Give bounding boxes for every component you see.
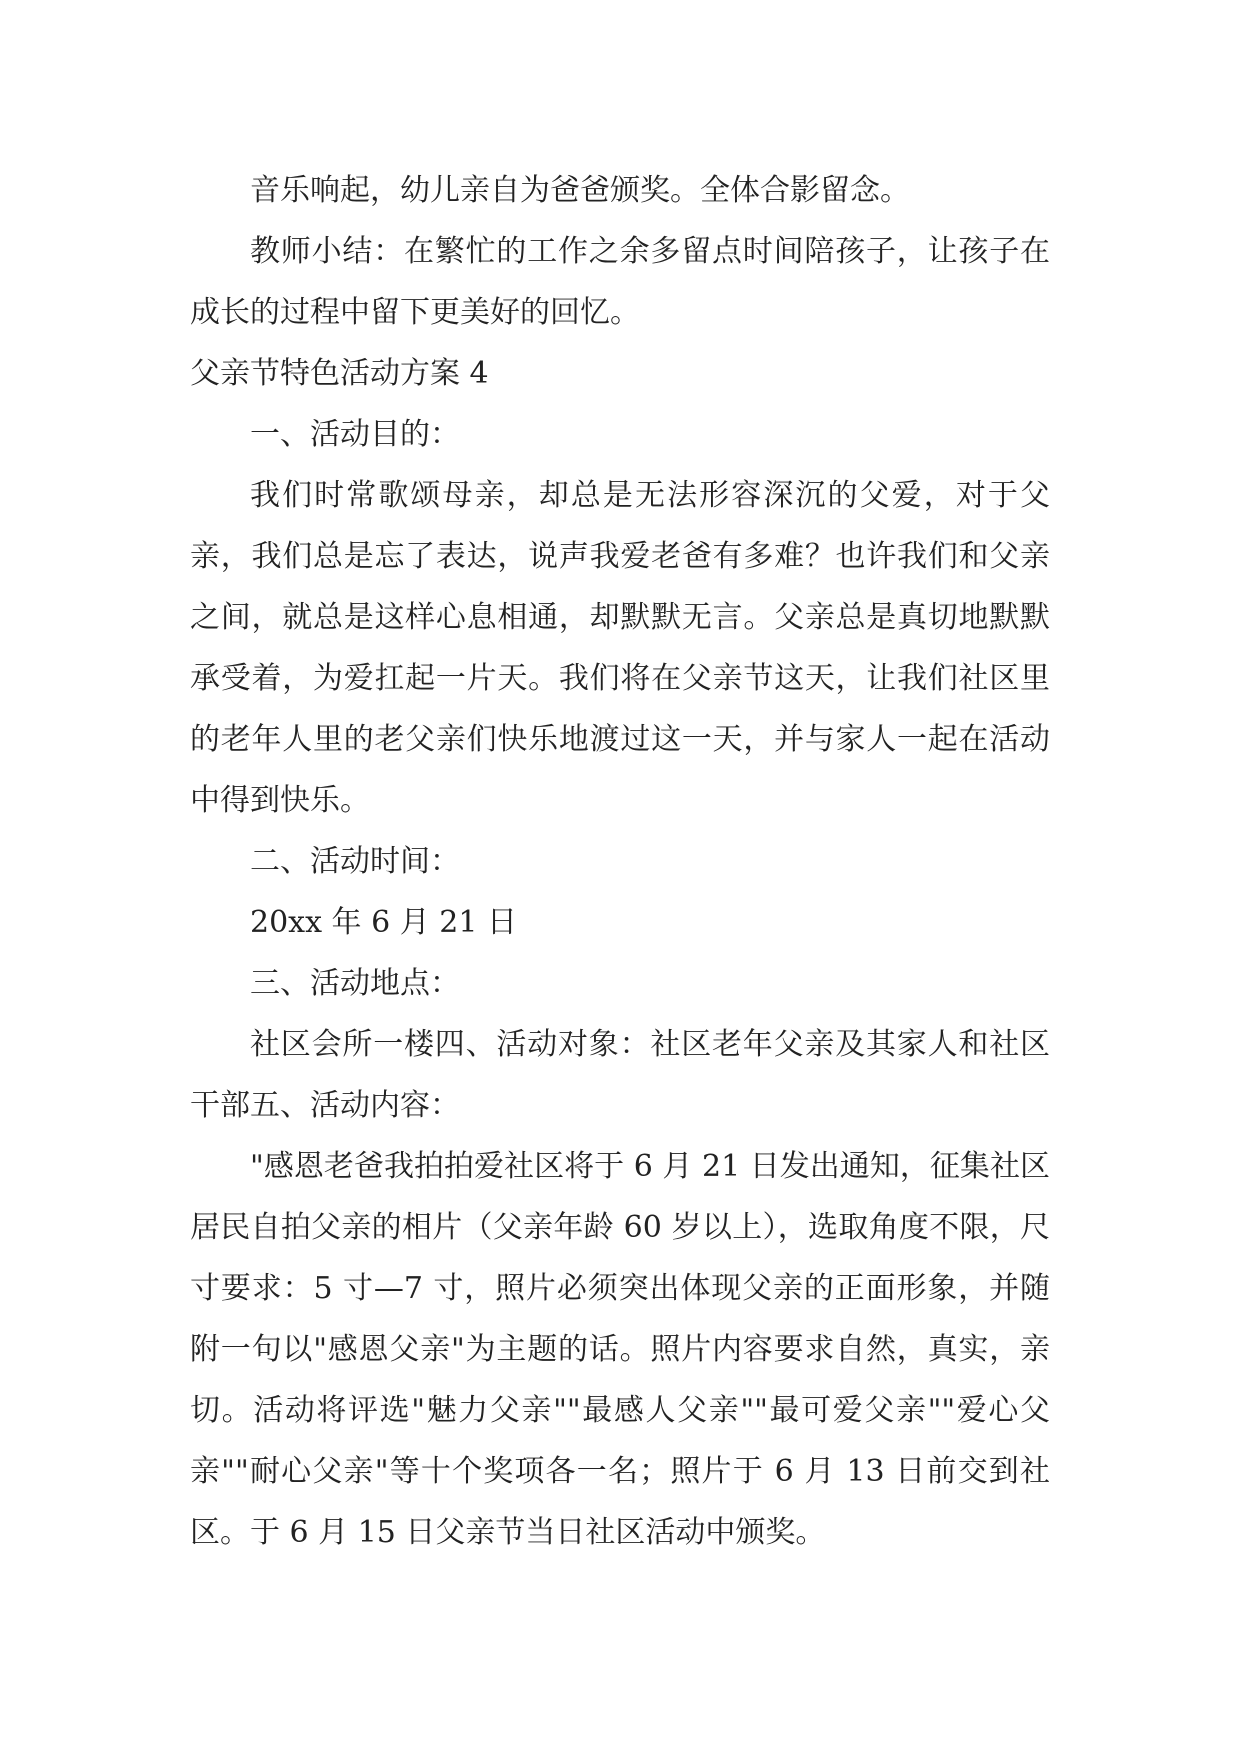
paragraph-award-ceremony: 音乐响起，幼儿亲自为爸爸颁奖。全体合影留念。 (250, 173, 910, 208)
heading-activity-purpose: 一、活动目的： (250, 417, 460, 452)
paragraph-activity-date: 20xx 年 6 月 21 日 (250, 905, 517, 940)
paragraph-activity-purpose: 我们时常歌颂母亲，却总是无法形容深沉的父爱，对于父亲，我们总是忘了表达，说声我爱老爸有多难？也许我们和父亲之间，就总是这样心息相通，却默默无言。父亲总是真切地默默承受着，为爱扛起一片天。我们将在父亲节这天，让我们社区里的老年人里的老父亲们快乐地渡过这一天，并与家人一起在活动中得到快乐。 (190, 478, 1050, 818)
document-body (190, 160, 1050, 1563)
heading-activity-location: 三、活动地点： (250, 966, 460, 1001)
paragraph-location-and-targets: 社区会所一楼四、活动对象：社区老年父亲及其家人和社区干部五、活动内容： (190, 1027, 1050, 1123)
paragraph-teacher-summary: 教师小结：在繁忙的工作之余多留点时间陪孩子，让孩子在成长的过程中留下更美好的回忆。 (190, 234, 1050, 330)
section-title: 父亲节特色活动方案 4 (190, 356, 489, 391)
heading-activity-time: 二、活动时间： (250, 844, 460, 879)
paragraph-activity-content: "感恩老爸我拍拍爱社区将于 6 月 21 日发出通知，征集社区居民自拍父亲的相片（父亲年龄 60 岁以上），选取角度不限，尺寸要求：5 寸—7 寸，照片必须突出体现父亲的正面形象，并随附一句以"感恩父亲"为主题的话。照片内容要求自然，真实，亲切。活动将评选"魅力父亲""最感人父亲""最可爱父亲""爱心父亲""耐心父亲"等十个奖项各一名；照片于 6 月 13 日前交到社区。于 6 月 15 日父亲节当日社区活动中颁奖。 (190, 1149, 1050, 1550)
